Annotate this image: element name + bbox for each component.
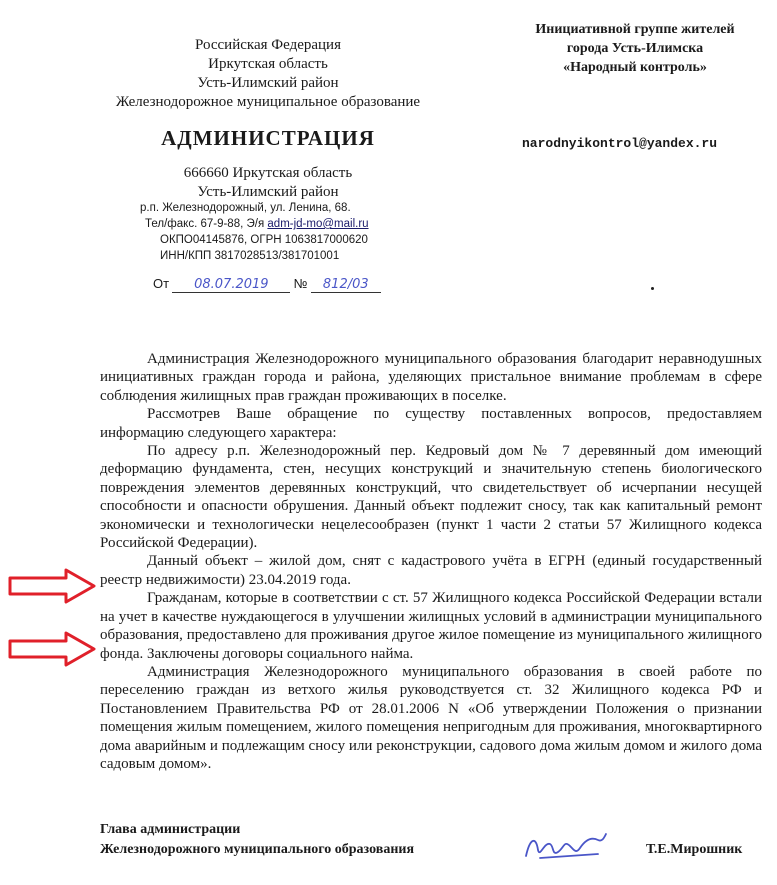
inn-line: ИНН/КПП 3817028513/381701001 (160, 250, 340, 262)
body-paragraph: Рассмотрев Ваше обращение по существу поставленных вопросов, предоставляем информацию следующего характера: (100, 406, 762, 441)
letterhead-block (0, 36, 536, 112)
address-street: р.п. Железнодорожный, ул. Ленина, 68. (140, 202, 351, 214)
address-main (0, 164, 536, 202)
letter-body (100, 350, 762, 773)
admin-email-link[interactable]: adm-jd-mo@mail.ru (267, 218, 369, 230)
red-arrow-icon (8, 631, 98, 667)
recipient-line: города Усть-Илимска (566, 41, 704, 56)
address-line: 666660 Иркутская область (183, 165, 353, 181)
handwritten-date: 08.07.2019 (172, 277, 290, 293)
recipient-block (500, 20, 770, 77)
handwritten-signature (520, 828, 610, 868)
signature-organization: Железнодорожного муниципального образования (100, 842, 415, 857)
handwritten-number: 812/03 (311, 277, 381, 293)
signatory-name: Т.Е.Мирошник (646, 842, 743, 857)
date-prefix: От (153, 276, 170, 291)
okpo-line: ОКПО04145876, ОГРН 1063817000620 (160, 234, 368, 246)
dot-mark (651, 287, 654, 290)
recipient-line: «Народный контроль» (563, 60, 707, 75)
address-details (140, 200, 460, 264)
signature-position (100, 822, 414, 858)
signature-title: Глава администрации (100, 822, 241, 837)
phone-fax: Тел/факс. 67-9-88, (145, 218, 244, 230)
number-prefix: № (293, 276, 308, 291)
letterhead-country: Российская Федерация (195, 37, 341, 53)
body-paragraph: По адресу р.п. Железнодорожный пер. Кедровый дом № 7 деревянный дом имеющий деформацию фундамента, стен, несущих конструкций и значительную степень биологического повреждения элементов деревянных конструкций, что свидетельствует об исчерпании несущей способности и опасности обрушения. Данный объект подлежит сносу, так как капитальный ремонт экономически и технологически нецелесообразен (пункт 1 части 2 статьи 57 Жилищного кодекса Российской Федерации). (100, 443, 762, 552)
red-arrow-icon (8, 568, 98, 604)
letterhead-title: АДМИНИСТРАЦИЯ (161, 126, 375, 150)
body-paragraph: Администрация Железнодорожного муниципального образования в своей работе по переселению граждан из ветхого жилья руководствуется ст. 32 Жилищного кодекса РФ и Постановлением Правительства РФ от 28.01.2006 N «Об утверждении Положения о признании помещения жилым помещением, жилого помещения непригодным для проживания, многоквартирного дома аварийным и подлежащим сносу или реконструкции, садового дома жилым домом и жилого дома садовым домом». (100, 663, 762, 772)
email-label: Э/я (246, 218, 265, 230)
body-paragraph: Гражданам, которые в соответствии с ст. 57 Жилищного кодекса Российской Федерации встали на учет в качестве нуждающегося в улучшении жилищных условий в администрации муниципального образования, предоставлено для проживания другое жилое помещение из муниципального жилищного фонда. Заключены договоры социального найма. (100, 590, 762, 662)
recipient-email: narodnyikontrol@yandex.ru (522, 136, 718, 151)
recipient-line: Инициативной группе жителей (535, 22, 735, 37)
body-paragraph: Администрация Железнодорожного муниципального образования благодарит неравнодушных инициативных граждан города и района, уделяющих пристальное внимание проблемам в сфере соблюдения жилищных прав граждан проживающих в поселке. (100, 351, 762, 404)
letterhead-municipality: Железнодорожное муниципальное образование (115, 94, 421, 110)
date-number-line (153, 276, 413, 293)
address-line: Усть-Илимский район (197, 184, 339, 200)
letterhead-region: Иркутская область (208, 56, 328, 72)
contact-line (140, 216, 460, 232)
body-paragraph: Данный объект – жилой дом, снят с кадастрового учёта в ЕГРН (единый государственный реестр недвижимости) 23.04.2019 года. (100, 553, 762, 588)
letterhead-district: Усть-Илимский район (197, 75, 339, 91)
